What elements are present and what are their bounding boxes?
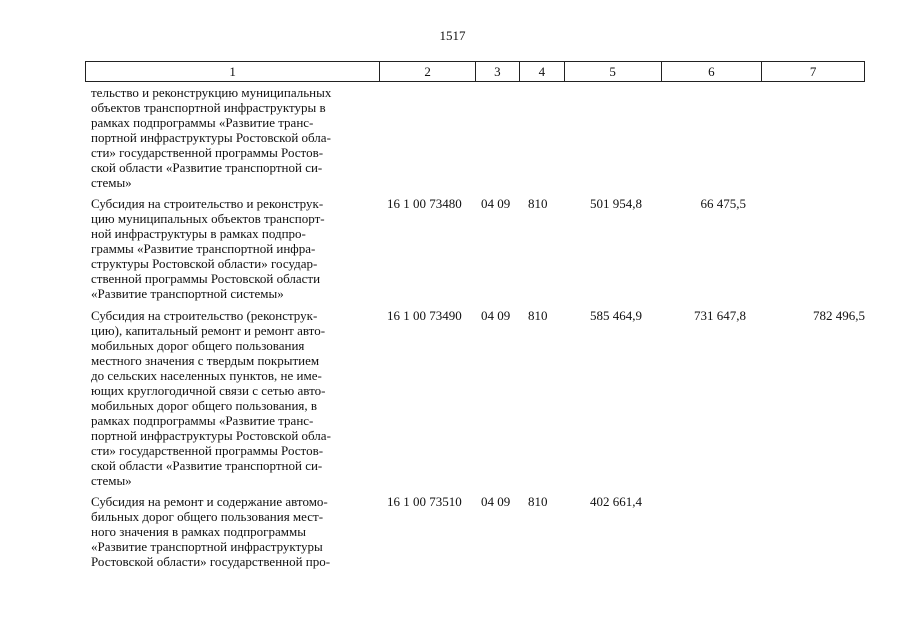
row-expense-type: 810 xyxy=(528,494,548,509)
row-amount-2 xyxy=(662,494,763,569)
row-section: 04 09 xyxy=(481,308,511,323)
row-code xyxy=(380,85,476,190)
row-code: 16 1 00 73480 xyxy=(387,196,462,211)
description-line: рамках подпрограммы «Развитие транс- xyxy=(91,115,314,130)
header-col-4: 4 xyxy=(520,62,565,81)
row-expense-type xyxy=(520,85,565,190)
description-line: ской области «Развитие транспортной си- xyxy=(91,160,323,175)
row-section: 04 09 xyxy=(481,494,511,509)
row-description xyxy=(85,308,380,488)
description-line: структуры Ростовской области» государ- xyxy=(91,256,318,271)
row-amount-3 xyxy=(763,494,865,569)
description-line: сти» государственной программы Ростов- xyxy=(91,145,324,160)
description-line: Ростовской области» государственной про- xyxy=(91,554,331,569)
description-line: ской области «Развитие транспортной си- xyxy=(91,458,323,473)
description-line: стемы» xyxy=(91,473,132,488)
row-amount-3 xyxy=(763,85,865,190)
row-amount-2: 66 475,5 xyxy=(700,196,746,211)
row-section xyxy=(476,85,520,190)
description-line: цию муниципальных объектов транспорт- xyxy=(91,211,325,226)
row-description xyxy=(85,196,380,301)
description-line: мобильных дорог общего пользования xyxy=(91,338,305,353)
description-line: мобильных дорог общего пользования, в xyxy=(91,398,318,413)
description-line: ственной программы Ростовской области xyxy=(91,271,321,286)
header-col-3: 3 xyxy=(476,62,520,81)
header-col-2: 2 xyxy=(380,62,476,81)
row-amount-1: 501 954,8 xyxy=(590,196,642,211)
table-row xyxy=(85,308,865,488)
description-line: ной инфраструктуры в рамках подпро- xyxy=(91,226,306,241)
table-header xyxy=(85,61,865,82)
row-code: 16 1 00 73490 xyxy=(387,308,462,323)
description-line: ного значения в рамках подпрограммы xyxy=(91,524,306,539)
header-col-1: 1 xyxy=(86,62,380,81)
row-section: 04 09 xyxy=(481,196,511,211)
row-expense-type: 810 xyxy=(528,308,548,323)
description-line: Субсидия на ремонт и содержание автомо- xyxy=(91,494,328,509)
description-line: граммы «Развитие транспортной инфра- xyxy=(91,241,316,256)
description-line: Субсидия на строительство (реконструк- xyxy=(91,308,318,323)
row-amount-1: 585 464,9 xyxy=(590,308,642,323)
row-amount-2: 731 647,8 xyxy=(694,308,746,323)
row-amount-3: 782 496,5 xyxy=(813,308,865,323)
table-row xyxy=(85,196,865,301)
row-amount-1 xyxy=(565,85,662,190)
row-amount-3 xyxy=(763,196,865,301)
row-description xyxy=(85,85,380,190)
row-code: 16 1 00 73510 xyxy=(387,494,462,509)
description-line: цию), капитальный ремонт и ремонт авто- xyxy=(91,323,326,338)
description-line: портной инфраструктуры Ростовской обла- xyxy=(91,428,331,443)
header-col-7: 7 xyxy=(809,64,817,79)
description-line: тельство и реконструкцию муниципальных xyxy=(91,85,332,100)
header-col-6: 6 xyxy=(662,62,763,81)
table-row xyxy=(85,85,865,190)
description-line: до сельских населенных пунктов, не име- xyxy=(91,368,322,383)
table-row xyxy=(85,494,865,569)
description-line: «Развитие транспортной инфраструктуры xyxy=(91,539,323,554)
page-number: 1517 xyxy=(439,28,466,43)
description-line: местного значения с твердым покрытием xyxy=(91,353,320,368)
description-line: рамках подпрограммы «Развитие транс- xyxy=(91,413,314,428)
description-line: ющих круглогодичной связи с сетью авто- xyxy=(91,383,326,398)
description-line: объектов транспортной инфраструктуры в xyxy=(91,100,326,115)
row-amount-1: 402 661,4 xyxy=(590,494,642,509)
row-expense-type: 810 xyxy=(528,196,548,211)
description-line: сти» государственной программы Ростов- xyxy=(91,443,324,458)
description-line: «Развитие транспортной системы» xyxy=(91,286,284,301)
row-description xyxy=(85,494,380,569)
row-amount-2 xyxy=(662,85,763,190)
description-line: стемы» xyxy=(91,175,132,190)
description-line: Субсидия на строительство и реконструк- xyxy=(91,196,324,211)
description-line: бильных дорог общего пользования мест- xyxy=(91,509,324,524)
header-col-5: 5 xyxy=(565,62,662,81)
description-line: портной инфраструктуры Ростовской обла- xyxy=(91,130,331,145)
